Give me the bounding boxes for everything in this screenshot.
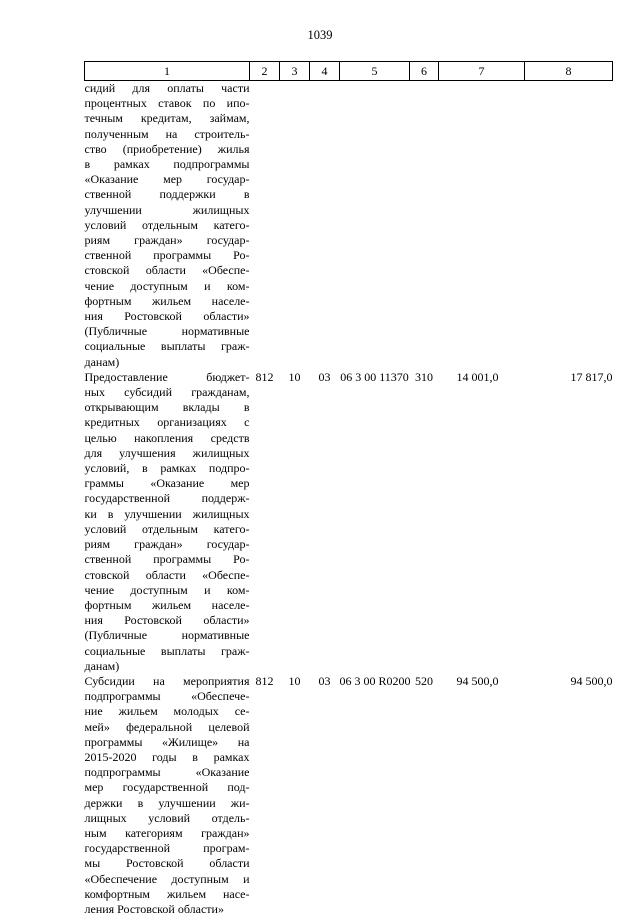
description-line: процентных ставок по ипо- bbox=[84, 96, 250, 111]
description-line: государственной поддерж- bbox=[84, 491, 250, 506]
table-row bbox=[85, 674, 613, 917]
section-code: 10 bbox=[288, 369, 301, 384]
description-line: комфортным жильем насе- bbox=[84, 886, 250, 901]
description-line: «Оказание мер государ- bbox=[84, 172, 250, 187]
description-line: сидий для оплаты части bbox=[84, 81, 250, 95]
description-line: в рамках подпрограммы bbox=[84, 157, 250, 172]
description-line: государственной програм- bbox=[84, 841, 250, 856]
description-line: чение доступным и ком- bbox=[84, 582, 250, 597]
description-line: Субсидии на мероприятия bbox=[84, 673, 250, 688]
description-line: социальные выплаты граж- bbox=[84, 339, 250, 354]
amount-column-7 bbox=[439, 81, 525, 370]
description-line: ственной поддержки в bbox=[84, 187, 250, 202]
col-header-8: 8 bbox=[525, 62, 613, 81]
description-line: улучшении жилищных bbox=[84, 202, 250, 217]
description-line: программы «Жилище» на bbox=[84, 734, 250, 749]
col-header-7: 7 bbox=[439, 62, 525, 81]
description-line: мер государственной под- bbox=[84, 780, 250, 795]
description-line: целью накопления средств bbox=[84, 430, 250, 445]
description-line: 2015-2020 годы в рамках bbox=[84, 749, 250, 764]
description-line: условий отдельным катего- bbox=[84, 521, 250, 536]
description-line: фортным жильем населе- bbox=[84, 597, 250, 612]
description-line: ственной программы Ро- bbox=[84, 552, 250, 567]
description-line: условий, в рамках подпро- bbox=[84, 461, 250, 476]
target-article-code: 06 3 00 11370 bbox=[340, 369, 409, 384]
ministry-code: 812 bbox=[255, 369, 274, 384]
description-line: ления Ростовской области» bbox=[84, 901, 224, 916]
description-line: для улучшения жилищных bbox=[84, 445, 250, 460]
description-line: подпрограммы «Обеспече- bbox=[84, 689, 250, 704]
description-line: (Публичные нормативные bbox=[84, 324, 250, 339]
row-description bbox=[85, 674, 250, 917]
description-line: кредитных организациях с bbox=[84, 415, 250, 430]
description-line: полученным на строитель- bbox=[84, 126, 250, 141]
description-line: ки в улучшении жилищных bbox=[84, 506, 250, 521]
description-line: условий отдельным катего- bbox=[84, 217, 250, 232]
description-line: ных субсидий гражданам, bbox=[84, 385, 250, 400]
col-header-3: 3 bbox=[280, 62, 310, 81]
description-line: (Публичные нормативные bbox=[84, 628, 250, 643]
ministry-code bbox=[250, 81, 280, 370]
description-line: фортным жильем населе- bbox=[84, 293, 250, 308]
expense-type-code bbox=[410, 81, 439, 370]
ministry-code: 812 bbox=[255, 673, 274, 688]
description-line: ным категориям граждан» bbox=[84, 825, 250, 840]
description-line: граммы «Оказание мер bbox=[84, 476, 250, 491]
row-description bbox=[85, 370, 250, 674]
description-line: ния Ростовской области» bbox=[84, 613, 250, 628]
description-line: мей» федеральной целевой bbox=[84, 719, 250, 734]
subsection-code: 03 bbox=[318, 673, 331, 688]
col-header-5: 5 bbox=[340, 62, 410, 81]
subsection-code: 03 bbox=[318, 369, 331, 384]
budget-table bbox=[84, 61, 613, 917]
amount-column-8: 17 817,0 bbox=[570, 369, 613, 384]
description-line: стовской области «Обеспе- bbox=[84, 567, 250, 582]
amount-column-8 bbox=[525, 81, 613, 370]
section-code: 10 bbox=[288, 673, 301, 688]
description-line: ственной программы Ро- bbox=[84, 248, 250, 263]
table-row bbox=[85, 370, 613, 674]
description-line: чение доступным и ком- bbox=[84, 278, 250, 293]
description-line: данам) bbox=[84, 658, 120, 673]
section-code bbox=[280, 81, 310, 370]
description-line: держки в улучшении жи- bbox=[84, 795, 250, 810]
description-line: подпрограммы «Оказание bbox=[84, 765, 250, 780]
description-line: «Обеспечение доступным и bbox=[84, 871, 250, 886]
description-line: ния Ростовской области» bbox=[84, 309, 250, 324]
description-line: данам) bbox=[84, 354, 120, 369]
page-number: 1039 bbox=[307, 28, 333, 42]
description-line: течным кредитам, займам, bbox=[84, 111, 250, 126]
description-line: лищных условий отдель- bbox=[84, 810, 250, 825]
expense-type-code: 310 bbox=[415, 369, 433, 384]
subsection-code bbox=[310, 81, 340, 370]
expense-type-code: 520 bbox=[415, 673, 433, 688]
description-line: открывающим вклады в bbox=[84, 400, 250, 415]
col-header-6: 6 bbox=[410, 62, 439, 81]
description-line: ние жильем молодых се- bbox=[84, 704, 250, 719]
target-article-code bbox=[340, 81, 410, 370]
description-line: стовской области «Обеспе- bbox=[84, 263, 250, 278]
col-header-2: 2 bbox=[250, 62, 280, 81]
amount-column-8: 94 500,0 bbox=[570, 673, 613, 688]
amount-column-7: 94 500,0 bbox=[456, 673, 499, 688]
header-row bbox=[85, 62, 613, 81]
table-row bbox=[85, 81, 613, 370]
description-line: риям граждан» государ- bbox=[84, 233, 250, 248]
row-description bbox=[85, 81, 250, 370]
description-line: Предоставление бюджет- bbox=[84, 369, 250, 384]
description-line: ство (приобретение) жилья bbox=[84, 141, 250, 156]
target-article-code: 06 3 00 R0200 bbox=[339, 673, 411, 688]
description-line: риям граждан» государ- bbox=[84, 537, 250, 552]
description-line: социальные выплаты граж- bbox=[84, 643, 250, 658]
col-header-4: 4 bbox=[310, 62, 340, 81]
description-line: мы Ростовской области bbox=[84, 856, 250, 871]
amount-column-7: 14 001,0 bbox=[456, 369, 499, 384]
col-header-1: 1 bbox=[85, 62, 250, 81]
